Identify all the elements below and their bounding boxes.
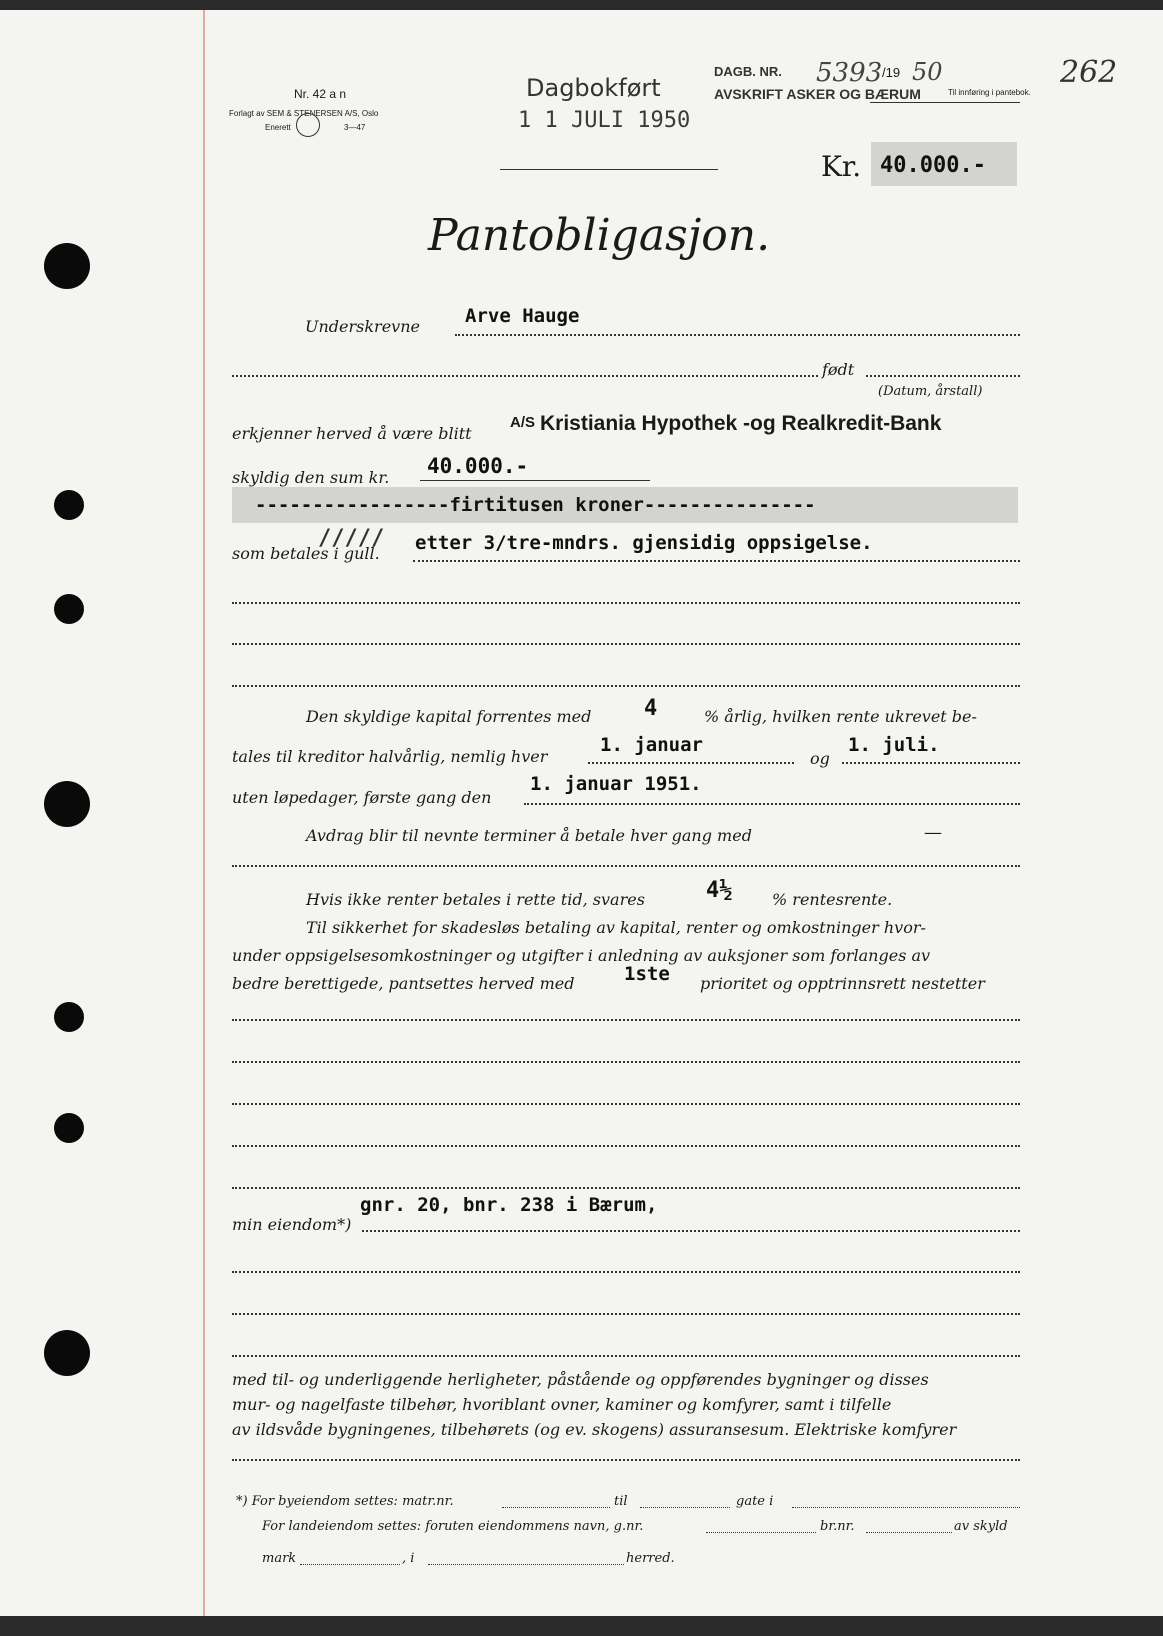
footnote-dots — [792, 1507, 1020, 1508]
hvis-label: Hvis ikke renter betales i rette tid, svares — [306, 890, 645, 909]
underskrevne-line — [455, 334, 1020, 336]
lopedager-label: uten løpedager, første gang den — [232, 788, 492, 807]
skyldig-label: skyldig den sum kr. — [232, 468, 390, 487]
blank-line — [232, 685, 1020, 687]
sikkerhet-line1: Til sikkerhet for skadesløs betaling av kapital, renter og omkostninger hvor- — [306, 918, 926, 937]
blank-line — [232, 375, 818, 377]
blank-line — [232, 1459, 1020, 1461]
footnote-i: , i — [402, 1551, 415, 1566]
footnote-dots — [428, 1564, 624, 1565]
med-line2: mur- og nagelfaste tilbehør, hvoriblant ovner, kaminer og komfyrer, samt i tilfelle — [232, 1395, 892, 1414]
halvaar-line1 — [588, 762, 794, 764]
kr-value: 40.000.- — [880, 153, 986, 178]
dagbokfort-date: 1 1 JULI 1950 — [518, 108, 691, 133]
fodt-line — [866, 375, 1020, 377]
datum-note: (Datum, årstall) — [878, 384, 983, 399]
blank-line — [232, 865, 1020, 867]
binder-hole — [54, 1002, 84, 1032]
betales-value: etter 3/tre-mndrs. gjensidig oppsigelse. — [415, 532, 873, 554]
lopedager-line — [524, 803, 1020, 805]
date-underline — [500, 169, 718, 170]
sikkerhet-line3: bedre berettigede, pantsettes herved med — [232, 974, 575, 993]
halvaar-date2: 1. juli. — [848, 734, 940, 756]
publisher-enerett: Enerett — [265, 123, 291, 132]
footnote-line1: *) For byeiendom settes: matr.nr. — [236, 1494, 454, 1509]
footnote-til: til — [614, 1494, 628, 1509]
betales-strikeout: ///// — [318, 526, 385, 551]
creditor-name: Kristiania Hypothek -og Realkredit-Bank — [540, 412, 942, 435]
sum-in-words: -----------------firtitusen kroner--------------- — [255, 494, 816, 516]
blank-line — [232, 1355, 1020, 1357]
blank-line — [232, 1103, 1020, 1105]
renter-value: 4 — [644, 696, 658, 721]
footnote-gate: gate i — [736, 1494, 774, 1509]
footnote-dots — [866, 1532, 952, 1533]
hvis-value: 4½ — [706, 878, 733, 903]
binder-hole — [54, 594, 84, 624]
footnote-dots — [640, 1507, 730, 1508]
halvaar-label: tales til kreditor halvårlig, nemlig hver — [232, 747, 548, 766]
betales-line — [413, 560, 1020, 562]
dagb-nr-year: /19 — [882, 65, 901, 80]
blank-line — [232, 1187, 1020, 1189]
publisher-year: 3—47 — [344, 123, 366, 132]
avskrift-note: Til innføring i pantebok. — [948, 88, 1031, 97]
halvaar-line2 — [842, 762, 1020, 764]
footnote-mark: mark — [262, 1551, 297, 1566]
halvaar-og: og — [810, 749, 830, 768]
renter-label: Den skyldige kapital forrentes med — [306, 707, 592, 726]
dagb-nr-value: 5393 — [816, 58, 883, 88]
document-page — [0, 10, 1163, 1616]
binder-hole — [54, 490, 84, 520]
med-line3: av ildsvåde bygningenes, tilbehørets (og ev. skogens) assuransesum. Elektriske komfyrer — [232, 1420, 957, 1439]
eiendom-line — [362, 1230, 1020, 1232]
publisher-line: Forlagt av SEM & STENERSEN A/S, Oslo — [229, 109, 379, 118]
halvaar-date1: 1. januar — [600, 734, 703, 756]
lopedager-value: 1. januar 1951. — [530, 773, 702, 795]
footnote-herred: herred. — [626, 1551, 675, 1566]
form-number: Nr. 42 a n — [294, 87, 347, 101]
blank-line — [232, 1271, 1020, 1273]
avskrift-stamp: AVSKRIFT ASKER OG BÆRUM — [714, 86, 921, 102]
binder-hole — [44, 1330, 90, 1376]
blank-line — [232, 1019, 1020, 1021]
footnote-dots — [502, 1507, 610, 1508]
underskrevne-value: Arve Hauge — [465, 305, 580, 327]
avdrag-label: Avdrag blir til nevnte terminer å betale hver gang med — [306, 826, 752, 845]
fodt-label: født — [822, 360, 855, 379]
prioritet-value: 1ste — [624, 963, 670, 985]
blank-line — [232, 1145, 1020, 1147]
sikkerhet-line3-post: prioritet og opptrinnsrett nestetter — [700, 974, 985, 993]
sikkerhet-line2: under oppsigelsesomkostninger og utgifter i anledning av auksjoner som forlanges av — [232, 946, 931, 965]
blank-line — [232, 643, 1020, 645]
renter-post: % årlig, hvilken rente ukrevet be- — [704, 707, 977, 726]
footnote-brnr: br.nr. — [820, 1519, 855, 1534]
margin-rule — [203, 10, 205, 1616]
binder-hole — [44, 243, 90, 289]
dagb-nr-label: DAGB. NR. — [714, 64, 782, 79]
eiendom-value: gnr. 20, bnr. 238 i Bærum, — [360, 1194, 658, 1216]
skyldig-value: 40.000.- — [427, 454, 529, 478]
dagbokfort-label: Dagbokført — [526, 74, 661, 102]
blank-line — [232, 1313, 1020, 1315]
page-number: 262 — [1060, 55, 1118, 90]
underskrevne-label: Underskrevne — [305, 317, 420, 336]
footnote-av: av skyld — [954, 1519, 1008, 1534]
skyldig-line — [420, 480, 650, 481]
binder-hole — [54, 1113, 84, 1143]
hvis-post: % rentesrente. — [772, 890, 893, 909]
avdrag-value: — — [924, 822, 942, 843]
footnote-line2: For landeiendom settes: foruten eiendommens navn, g.nr. — [262, 1519, 644, 1534]
erkjenner-label: erkjenner herved å være blitt — [232, 424, 472, 443]
kr-label: Kr. — [821, 150, 862, 183]
publisher-logo — [296, 113, 320, 137]
dagb-nr-year-handwritten: 50 — [912, 58, 943, 86]
footnote-dots — [706, 1532, 816, 1533]
binder-hole — [44, 781, 90, 827]
avskrift-underline — [870, 102, 1020, 103]
eiendom-label: min eiendom*) — [232, 1215, 352, 1234]
page-title: Pantobligasjon. — [428, 210, 771, 261]
as-mark: A/S — [510, 414, 536, 431]
betales-label: som betales i gull. — [232, 544, 380, 563]
blank-line — [232, 1061, 1020, 1063]
blank-line — [232, 602, 1020, 604]
footnote-dots — [300, 1564, 400, 1565]
med-line1: med til- og underliggende herligheter, påstående og oppførendes bygninger og disses — [232, 1370, 929, 1389]
